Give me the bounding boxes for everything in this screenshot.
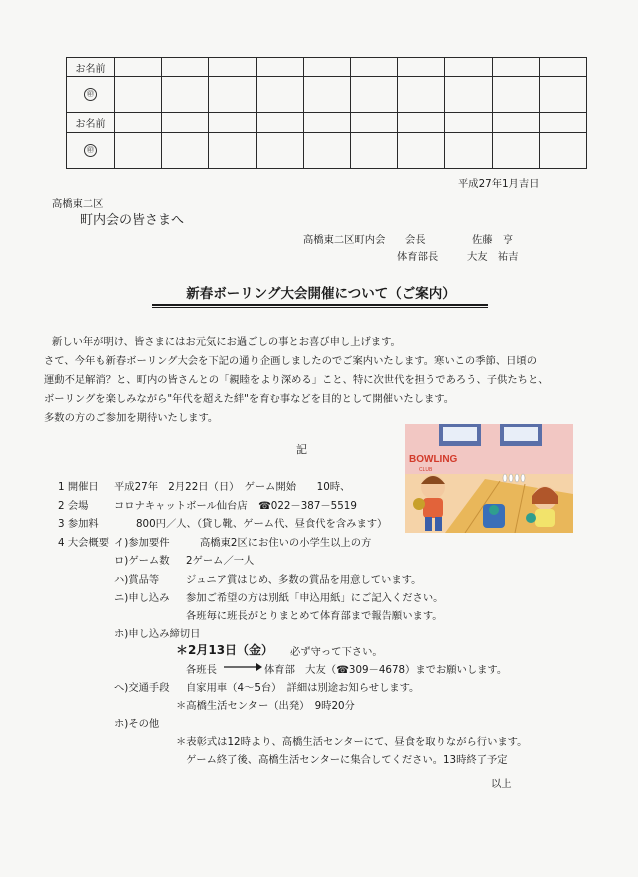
bowling-ball bbox=[489, 505, 499, 515]
name-cell[interactable] bbox=[303, 113, 350, 132]
sender-name-sports: 大友 祐吉 bbox=[467, 251, 519, 263]
name-label: お名前 bbox=[67, 58, 115, 77]
arrow-right-icon bbox=[222, 661, 262, 673]
intro-line: 多数の方のご参加を期待いたします。 bbox=[44, 412, 219, 424]
he-label: へ)交通手段 bbox=[114, 682, 170, 694]
ki-heading: 記 bbox=[296, 443, 307, 456]
seal-cell[interactable] bbox=[115, 77, 162, 113]
seal-cell[interactable] bbox=[303, 132, 350, 168]
seal-cell[interactable] bbox=[256, 77, 303, 113]
intro-line: さて、今年も新春ボーリング大会を下記の通り企画しましたのでご案内いたします。寒いこの季節、日頃の bbox=[44, 355, 538, 367]
name-cell[interactable] bbox=[539, 58, 586, 77]
seal-cell[interactable] bbox=[445, 77, 492, 113]
seal-row bbox=[67, 132, 587, 168]
notice-title: 新春ボーリング大会開催について（ご案内） bbox=[186, 286, 456, 302]
seal-cell[interactable] bbox=[492, 77, 539, 113]
sender-name-chair: 佐藤 亨 bbox=[472, 234, 514, 246]
seal-cell[interactable] bbox=[162, 77, 209, 113]
name-label: お名前 bbox=[67, 113, 115, 132]
ro-label: ロ)ゲーム数 bbox=[114, 555, 170, 567]
he-value-2: ＊高橋生活センター（出発） 9時20分 bbox=[176, 700, 355, 712]
item2-value: コロナキャットボール仙台店 ☎022－387－5519 bbox=[114, 500, 357, 512]
name-cell[interactable] bbox=[115, 113, 162, 132]
intro-line: 新しい年が明け、皆さまにはお元気にお過ごしの事とお喜び申し上げます。 bbox=[52, 336, 401, 348]
name-cell[interactable] bbox=[303, 58, 350, 77]
deadline-date: ＊2月13日（金） bbox=[176, 643, 274, 657]
score-screen-display bbox=[504, 427, 538, 441]
name-row bbox=[67, 58, 587, 77]
ni-label: ニ)申し込み bbox=[114, 592, 170, 604]
seal-cell[interactable] bbox=[350, 77, 397, 113]
name-cell[interactable] bbox=[350, 58, 397, 77]
ro-value: 2ゲーム／一人 bbox=[186, 555, 255, 567]
bowling-illustration bbox=[405, 424, 573, 533]
ni-value-2: 各班毎に班長がとりまとめて体育部まで報告願います。 bbox=[186, 610, 443, 622]
item2-label: 2 会場 bbox=[58, 500, 89, 512]
seal-cell[interactable] bbox=[539, 77, 586, 113]
deadline-note: 必ず守って下さい。 bbox=[290, 646, 383, 658]
name-cell[interactable] bbox=[209, 58, 256, 77]
title-underline bbox=[152, 304, 488, 306]
intro-line: 運動不足解消？と、町内の皆さんとの「親睦をより深める」こと、特に次世代を担うであろう、子供たちと、 bbox=[44, 374, 549, 386]
ho-label: ホ)申し込み締切日 bbox=[114, 628, 201, 640]
intro-line: ボーリングを楽しみながら"年代を超えた絆"を育む事などを目的として開催いたします。 bbox=[44, 393, 455, 405]
ha-value: ジュニア賞はじめ、多数の賞品を用意しています。 bbox=[186, 574, 422, 586]
title-underline bbox=[152, 307, 488, 308]
name-cell[interactable] bbox=[492, 58, 539, 77]
name-cell[interactable] bbox=[398, 58, 445, 77]
score-screen-display bbox=[443, 427, 477, 441]
name-cell[interactable] bbox=[445, 113, 492, 132]
seal-icon: ㊞ bbox=[84, 144, 97, 157]
closing: 以上 bbox=[491, 778, 512, 790]
name-cell[interactable] bbox=[115, 58, 162, 77]
name-cell[interactable] bbox=[492, 113, 539, 132]
item3-label: 3 参加料 bbox=[58, 518, 99, 530]
name-cell[interactable] bbox=[398, 113, 445, 132]
name-row bbox=[67, 113, 587, 132]
sender-role-chair: 会長 bbox=[405, 234, 426, 246]
item3-value: 800円／人、（貸し靴、ゲーム代、昼食代を含みます） bbox=[136, 518, 388, 530]
name-cell[interactable] bbox=[256, 58, 303, 77]
seal-cell[interactable] bbox=[115, 132, 162, 168]
other-1: ＊表彰式は12時より、高橋生活センターにて、昼食を取りながら行います。 bbox=[176, 736, 528, 748]
seal-cell[interactable] bbox=[492, 132, 539, 168]
seal-icon: ㊞ bbox=[84, 88, 97, 101]
seal-cell[interactable] bbox=[398, 77, 445, 113]
name-cell[interactable] bbox=[539, 113, 586, 132]
other-2: ゲーム終了後、高橋生活センターに集合してください。13時終了予定 bbox=[186, 754, 508, 766]
bowling-sign: BOWLING bbox=[409, 454, 458, 465]
recipient-district: 高橋東二区 bbox=[52, 198, 104, 210]
intro-paragraph bbox=[44, 333, 564, 428]
item1-value: 平成27年 2月22日（日） ゲーム開始 10時、 bbox=[114, 481, 351, 493]
seal-cell[interactable] bbox=[209, 132, 256, 168]
ha-label: ハ)賞品等 bbox=[114, 574, 160, 586]
seal-cell[interactable] bbox=[303, 77, 350, 113]
seal-row bbox=[67, 77, 587, 113]
name-cell[interactable] bbox=[209, 113, 256, 132]
route-to: 体育部 大友（☎309－4678）までお願いします。 bbox=[264, 664, 508, 676]
club-sign: CLUB bbox=[419, 467, 433, 473]
item1-label: 1 開催日 bbox=[58, 481, 99, 493]
name-cell[interactable] bbox=[256, 113, 303, 132]
i-value: 高橋東2区にお住いの小学生以上の方 bbox=[200, 537, 372, 549]
seal-cell[interactable] bbox=[398, 132, 445, 168]
he-value: 自家用車（4～5台） 詳細は別途お知らせします。 bbox=[186, 682, 420, 694]
ni-value-1: 参加ご希望の方は別紙「申込用紙」にご記入ください。 bbox=[186, 592, 444, 604]
seal-cell[interactable] bbox=[539, 132, 586, 168]
seal-cell[interactable] bbox=[162, 132, 209, 168]
name-cell[interactable] bbox=[350, 113, 397, 132]
recipient-greeting: 町内会の皆さまへ bbox=[80, 213, 185, 228]
name-seal-table bbox=[66, 57, 587, 169]
ho2-label: ホ)その他 bbox=[114, 718, 160, 730]
seal-cell[interactable] bbox=[256, 132, 303, 168]
issue-date: 平成27年1月吉日 bbox=[458, 178, 540, 190]
seal-cell[interactable] bbox=[350, 132, 397, 168]
item4-label: 4 大会概要 bbox=[58, 537, 110, 549]
seal-cell[interactable] bbox=[209, 77, 256, 113]
seal-cell[interactable] bbox=[445, 132, 492, 168]
route-from: 各班長 bbox=[186, 664, 217, 676]
name-cell[interactable] bbox=[162, 113, 209, 132]
name-cell[interactable] bbox=[445, 58, 492, 77]
sender-role-sports: 体育部長 bbox=[397, 251, 439, 263]
name-cell[interactable] bbox=[162, 58, 209, 77]
seal-label bbox=[67, 77, 115, 113]
sender-org: 高橋東二区町内会 bbox=[303, 234, 386, 246]
i-label: イ)参加要件 bbox=[114, 537, 170, 549]
seal-label bbox=[67, 132, 115, 168]
